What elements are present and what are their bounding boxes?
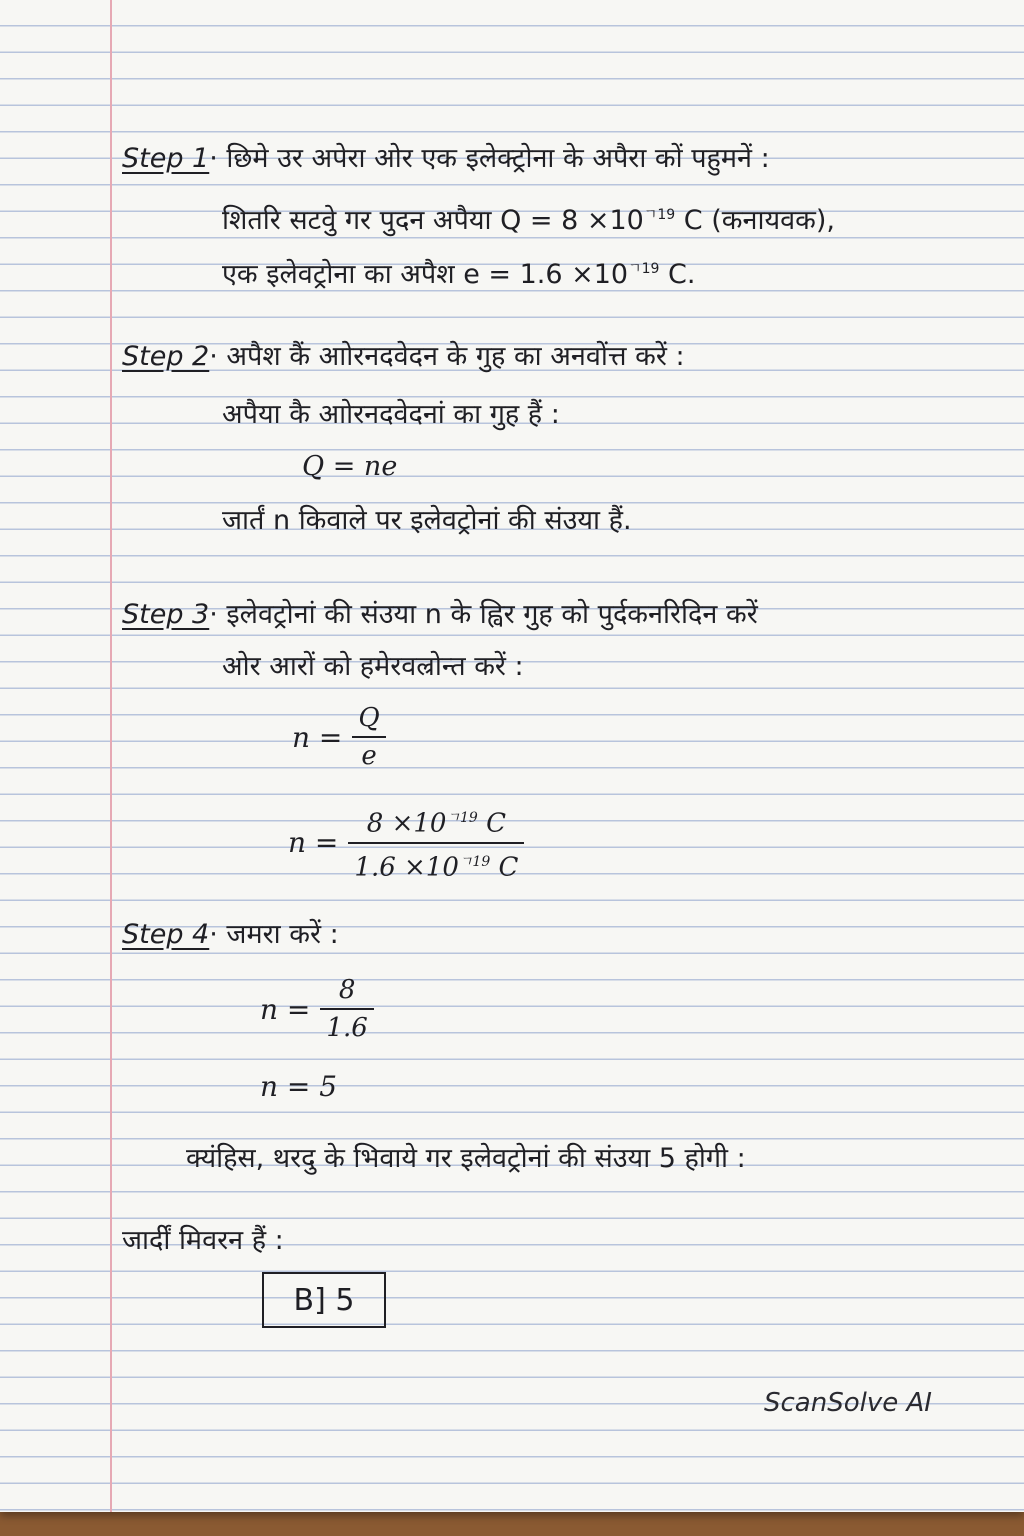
step-4-result: n = 5 [260, 1070, 338, 1103]
step-2-label: Step 2 [122, 341, 210, 372]
step-3-heading-text: · इलेवट्रोनां की संउया n के ह्विर गुह को पुर्दकनरिदिन करें [209, 599, 758, 630]
step-4-fraction: n = $\frac{8}{1.6}$ [260, 972, 374, 1046]
answer-box [262, 1272, 386, 1328]
step-2-line-3: जार्तं n किवाले पर इलेवट्रोनां की संउया हैं. [222, 505, 632, 536]
step-1-line-1: शितरि सटवुे गर पुदन अपैया $Q = 8 \times 10^{ㄱ19}$ C (कनायवक), [222, 205, 836, 236]
step-3-fraction-1: n = $\frac{Q}{e}$ [292, 700, 386, 774]
step-1-heading [122, 142, 770, 176]
step-3-line-1: ओर आरों को हमेरवल्रोन्त करें : [222, 651, 524, 682]
step-4-heading-text: · जमरा करें : [209, 919, 339, 950]
answer-intro: जार्दीं मिवरन हैं : [122, 1225, 284, 1256]
conclusion-text: क्यंहिस, थरदु के भिवाये गर इलेवट्रोनां की संउया 5 होगी : [186, 1143, 746, 1174]
step-3-label: Step 3 [122, 599, 210, 630]
answer-text: B] 5 [293, 1282, 355, 1318]
step-2-heading-text: · अपैश कैं आोरनदवेदन के गुह का अनवोंत्त करें : [209, 341, 685, 372]
step-3-fraction-2: n = $\frac{8 \times 10^{ㄱ19} C}{1.6 \times 10^{ㄱ19} C}$ [288, 800, 524, 885]
step-1-heading-text: · छिमे उर अपेरा ओर एक इलेक्ट्रोना के अपैरा कों पहुमनें : [209, 143, 770, 174]
step-2-line-1: अपैया कै आोरनदवेदनां का गुह हैं : [222, 399, 560, 430]
step-2-formula: Q = ne [302, 451, 398, 482]
step-1-line-2: एक इलेवट्रोना का अपैश $e = 1.6 \times 10^{ㄱ19}$ C. [222, 259, 696, 290]
step-2-heading [122, 340, 685, 374]
step-3-heading [122, 598, 758, 632]
margin-line [110, 0, 112, 1512]
step-4-heading [122, 918, 339, 952]
brand-watermark: ScanSolve AI [764, 1388, 932, 1418]
step-4-label: Step 4 [122, 919, 210, 950]
step-1-label: Step 1 [122, 143, 210, 174]
